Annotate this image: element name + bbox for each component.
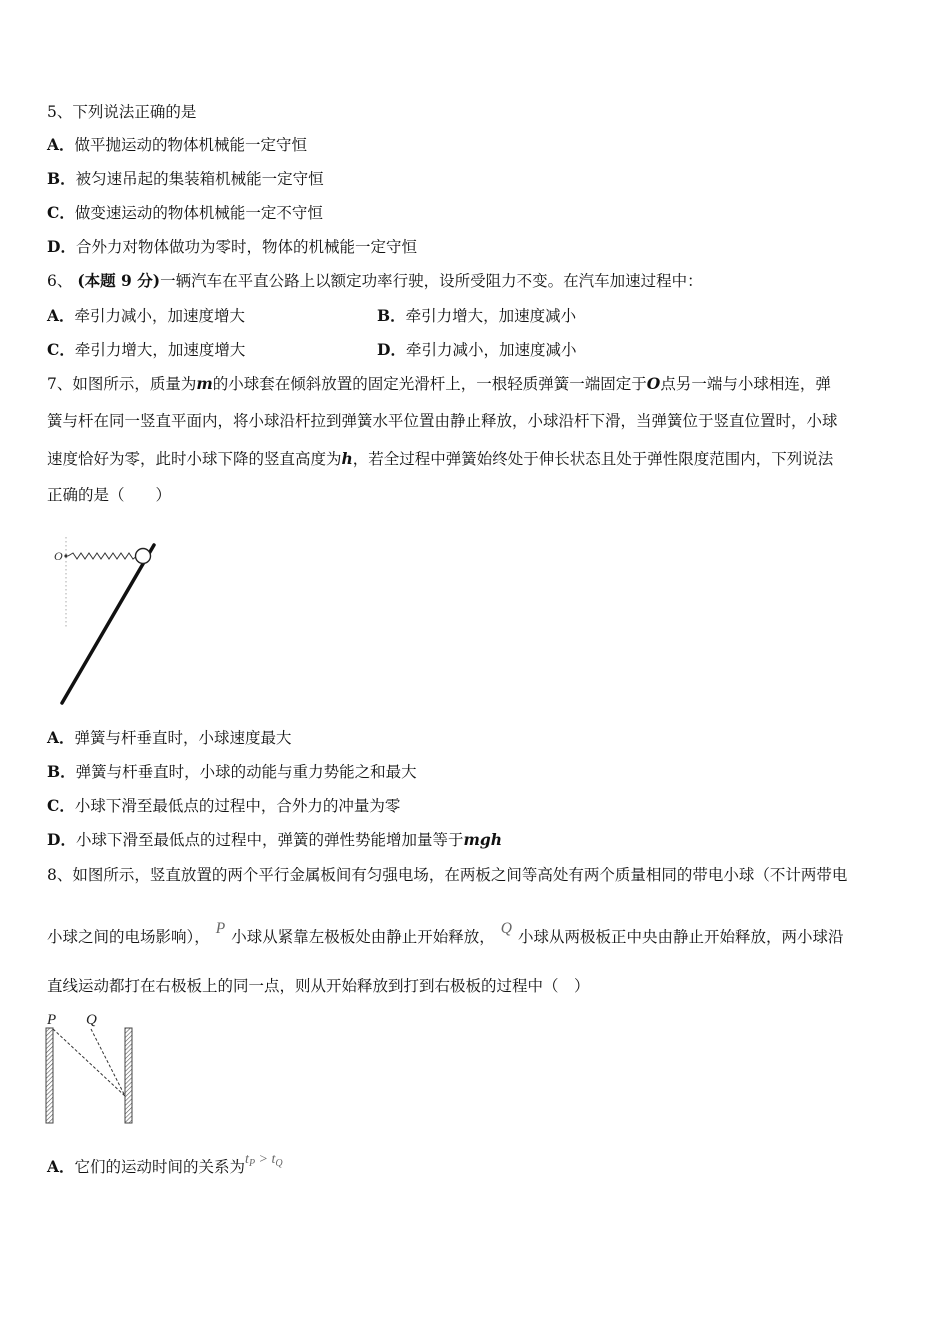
stem-text: 小球从紧靠左极板处由静止开始释放，	[231, 928, 495, 946]
option-label: B．	[47, 762, 76, 781]
q7-stem-line-4: 正确的是（ ）	[47, 486, 172, 504]
question-number: 6、	[47, 272, 73, 290]
spring	[68, 553, 143, 559]
q7-stem-line-1	[47, 373, 831, 395]
q8-option-a	[47, 1152, 283, 1184]
option-text: 弹簧与杆垂直时，小球的动能与重力势能之和最大	[75, 763, 417, 781]
var-q: Q	[500, 920, 512, 937]
q5-option-d	[47, 236, 417, 258]
right-plate	[125, 1028, 132, 1123]
path-q	[91, 1029, 125, 1096]
q7-figure	[50, 537, 170, 709]
q5-option-b	[47, 168, 324, 190]
q8-stem-line-1: 8、如图所示，竖直放置的两个平行金属板间有匀强电场，在两板之间等高处有两个质量相同的带电小球（不计两带电	[47, 866, 848, 884]
option-text: 牵引力减小，加速度增大	[74, 307, 246, 325]
q5-option-a	[47, 134, 307, 156]
score-tag: (本题 9 分)	[77, 271, 161, 290]
q6-option-d	[377, 339, 576, 361]
point-o-label: O	[54, 549, 63, 563]
q6-option-a	[47, 305, 245, 327]
time-relation	[245, 1152, 283, 1167]
option-text: 小球下滑至最低点的过程中，合外力的冲量为零	[74, 797, 401, 815]
option-label: A．	[47, 728, 75, 747]
q5-option-c	[47, 202, 323, 224]
option-label: D．	[47, 237, 76, 256]
option-label: B．	[377, 306, 406, 325]
option-text: 牵引力增大，加速度增大	[74, 341, 246, 359]
fig-label-p: P	[47, 1012, 57, 1028]
option-label: C．	[47, 796, 75, 815]
option-label: A．	[47, 306, 75, 325]
option-label: D．	[377, 340, 406, 359]
stem-text: 的小球套在倾斜放置的固定光滑杆上，一根轻质弹簧一端固定于	[212, 375, 647, 393]
option-text: 牵引力减小，加速度减小	[405, 341, 577, 359]
path-p	[53, 1029, 125, 1096]
q6-option-c	[47, 339, 245, 361]
left-plate	[46, 1028, 53, 1123]
q8-stem-line-3: 直线运动都打在右极板上的同一点，则从开始释放到打到右极板的过程中（ ）	[47, 977, 590, 995]
option-label: A．	[47, 135, 75, 154]
pivot-dot	[64, 554, 67, 557]
stem-text: 速度恰好为零，此时小球下降的竖直高度为	[47, 450, 342, 468]
var-t: t	[245, 1152, 249, 1167]
option-text: 合外力对物体做功为零时，物体的机械能一定守恒	[75, 238, 417, 256]
q8-stem-line-2	[47, 920, 844, 949]
q5-stem: 5、下列说法正确的是	[47, 103, 197, 121]
q7-option-c	[47, 795, 400, 817]
q7-option-a	[47, 727, 292, 749]
var-mgh: mgh	[463, 830, 502, 849]
q7-stem-line-3	[47, 448, 833, 470]
option-text: 小球下滑至最低点的过程中，弹簧的弹性势能增加量等于	[75, 831, 464, 849]
option-label: D．	[47, 830, 76, 849]
q8-figure	[44, 1008, 144, 1126]
option-text: 牵引力增大，加速度减小	[405, 307, 577, 325]
var-t: t	[271, 1152, 276, 1167]
stem-text: 小球从两极板正中央由静止开始释放，两小球沿	[517, 928, 844, 946]
question-text: 一辆汽车在平直公路上以额定功率行驶，设所受阻力不变。在汽车加速过程中：	[160, 272, 703, 290]
var-o: O	[646, 374, 661, 393]
fig-label-q: Q	[86, 1012, 97, 1028]
option-label: A．	[47, 1157, 75, 1176]
stem-text: ，若全过程中弹簧始终处于伸长状态且处于弹性限度范围内，下列说法	[352, 450, 834, 468]
ball	[136, 549, 151, 564]
option-text: 弹簧与杆垂直时，小球速度最大	[74, 729, 292, 747]
option-text: 被匀速吊起的集装箱机械能一定守恒	[75, 170, 324, 188]
stem-text: 点另一端与小球相连，弹	[660, 375, 831, 393]
option-text: 它们的运动时间的关系为	[74, 1158, 246, 1176]
greater-than: >	[255, 1152, 272, 1167]
var-m: m	[196, 374, 213, 393]
var-h: h	[341, 449, 353, 468]
sub-p: P	[248, 1158, 256, 1169]
stem-text: 小球之间的电场影响），	[47, 928, 210, 946]
option-label: B．	[47, 169, 76, 188]
stem-text: 7、如图所示，质量为	[47, 375, 197, 393]
sub-q: Q	[275, 1158, 283, 1169]
inclined-rod	[62, 545, 154, 703]
option-label: C．	[47, 203, 75, 222]
q7-option-d	[47, 829, 502, 851]
q7-option-b	[47, 761, 417, 783]
option-text: 做变速运动的物体机械能一定不守恒	[74, 204, 323, 222]
option-text: 做平抛运动的物体机械能一定守恒	[74, 136, 308, 154]
var-p: P	[215, 920, 226, 937]
option-label: C．	[47, 340, 75, 359]
q6-option-b	[377, 305, 576, 327]
q6-stem	[47, 270, 703, 292]
q7-stem-line-2: 簧与杆在同一竖直平面内，将小球沿杆拉到弹簧水平位置由静止释放，小球沿杆下滑，当弹簧位于竖直位置时，小球	[47, 412, 838, 430]
